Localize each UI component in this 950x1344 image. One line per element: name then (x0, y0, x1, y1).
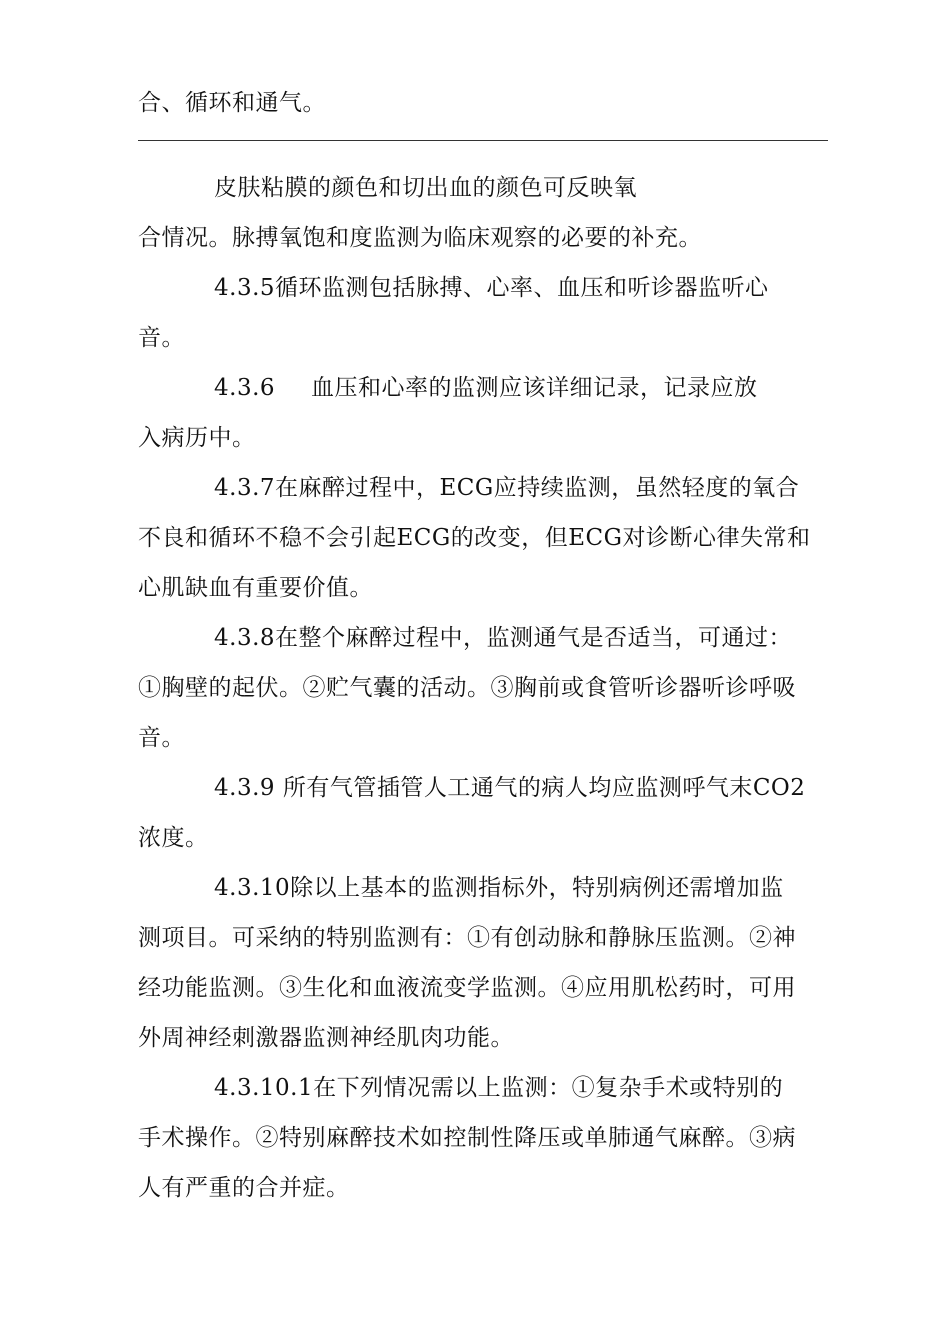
paragraph-line: 4.3.10.1在下列情况需以上监测：①复杂手术或特别的 (214, 1075, 784, 1101)
paragraph-line: 人有严重的合并症。 (138, 1175, 350, 1201)
paragraph-line: 手术操作。②特别麻醉技术如控制性降压或单肺通气麻醉。③病 (138, 1125, 796, 1151)
paragraph-4-3-8 (138, 613, 828, 763)
horizontal-rule (138, 140, 828, 141)
paragraph-line: 经功能监测。③生化和血液流变学监测。④应用肌松药时，可用 (138, 975, 796, 1001)
paragraph-4-3-10 (138, 863, 828, 1063)
paragraph-line: 皮肤粘膜的颜色和切出血的颜色可反映氧 (214, 175, 637, 201)
paragraph-line: 音。 (138, 325, 185, 351)
paragraph-4-3-6 (138, 363, 828, 463)
paragraph-line: 不良和循环不稳不会引起ECG的改变，但ECG对诊断心律失常和 (138, 525, 811, 551)
paragraph-line: 浓度。 (138, 825, 209, 851)
document-page (138, 78, 828, 1213)
paragraph-line: 心肌缺血有重要价值。 (138, 575, 373, 601)
paragraph-line: 4.3.5循环监测包括脉搏、心率、血压和听诊器监听心 (214, 275, 769, 301)
paragraph-line: 音。 (138, 725, 185, 751)
paragraph-4-3-5 (138, 263, 828, 363)
section-text: 血压和心率的监测应该详细记录，记录应放 (311, 375, 758, 401)
paragraph-line: 测项目。可采纳的特别监测有：①有创动脉和静脉压监测。②神 (138, 925, 796, 951)
paragraph-line: 4.3.10除以上基本的监测指标外，特别病例还需增加监 (214, 875, 784, 901)
paragraph-4-3-7 (138, 463, 828, 613)
paragraph-skin-color (138, 163, 828, 263)
paragraph-line: 4.3.9 所有气管插管人工通气的病人均应监测呼气末CO2 (214, 775, 806, 801)
paragraph-line: 4.3.7在麻醉过程中，ECG应持续监测，虽然轻度的氧合 (214, 475, 800, 501)
paragraph-line: 外周神经刺激器监测神经肌肉功能。 (138, 1025, 514, 1051)
section-number: 4.3.6 (214, 375, 276, 401)
top-line: 合、循环和通气。 (138, 90, 326, 116)
paragraph-line (138, 363, 828, 413)
paragraph-line: 入病历中。 (138, 425, 256, 451)
paragraph-4-3-10-1 (138, 1063, 828, 1213)
paragraph-4-3-9 (138, 763, 828, 863)
paragraph-line: 4.3.8在整个麻醉过程中，监测通气是否适当，可通过： (214, 625, 793, 651)
paragraph-line: ①胸壁的起伏。②贮气囊的活动。③胸前或食管听诊器听诊呼吸 (138, 675, 796, 701)
paragraph-line: 合情况。脉搏氧饱和度监测为临床观察的必要的补充。 (138, 225, 702, 251)
